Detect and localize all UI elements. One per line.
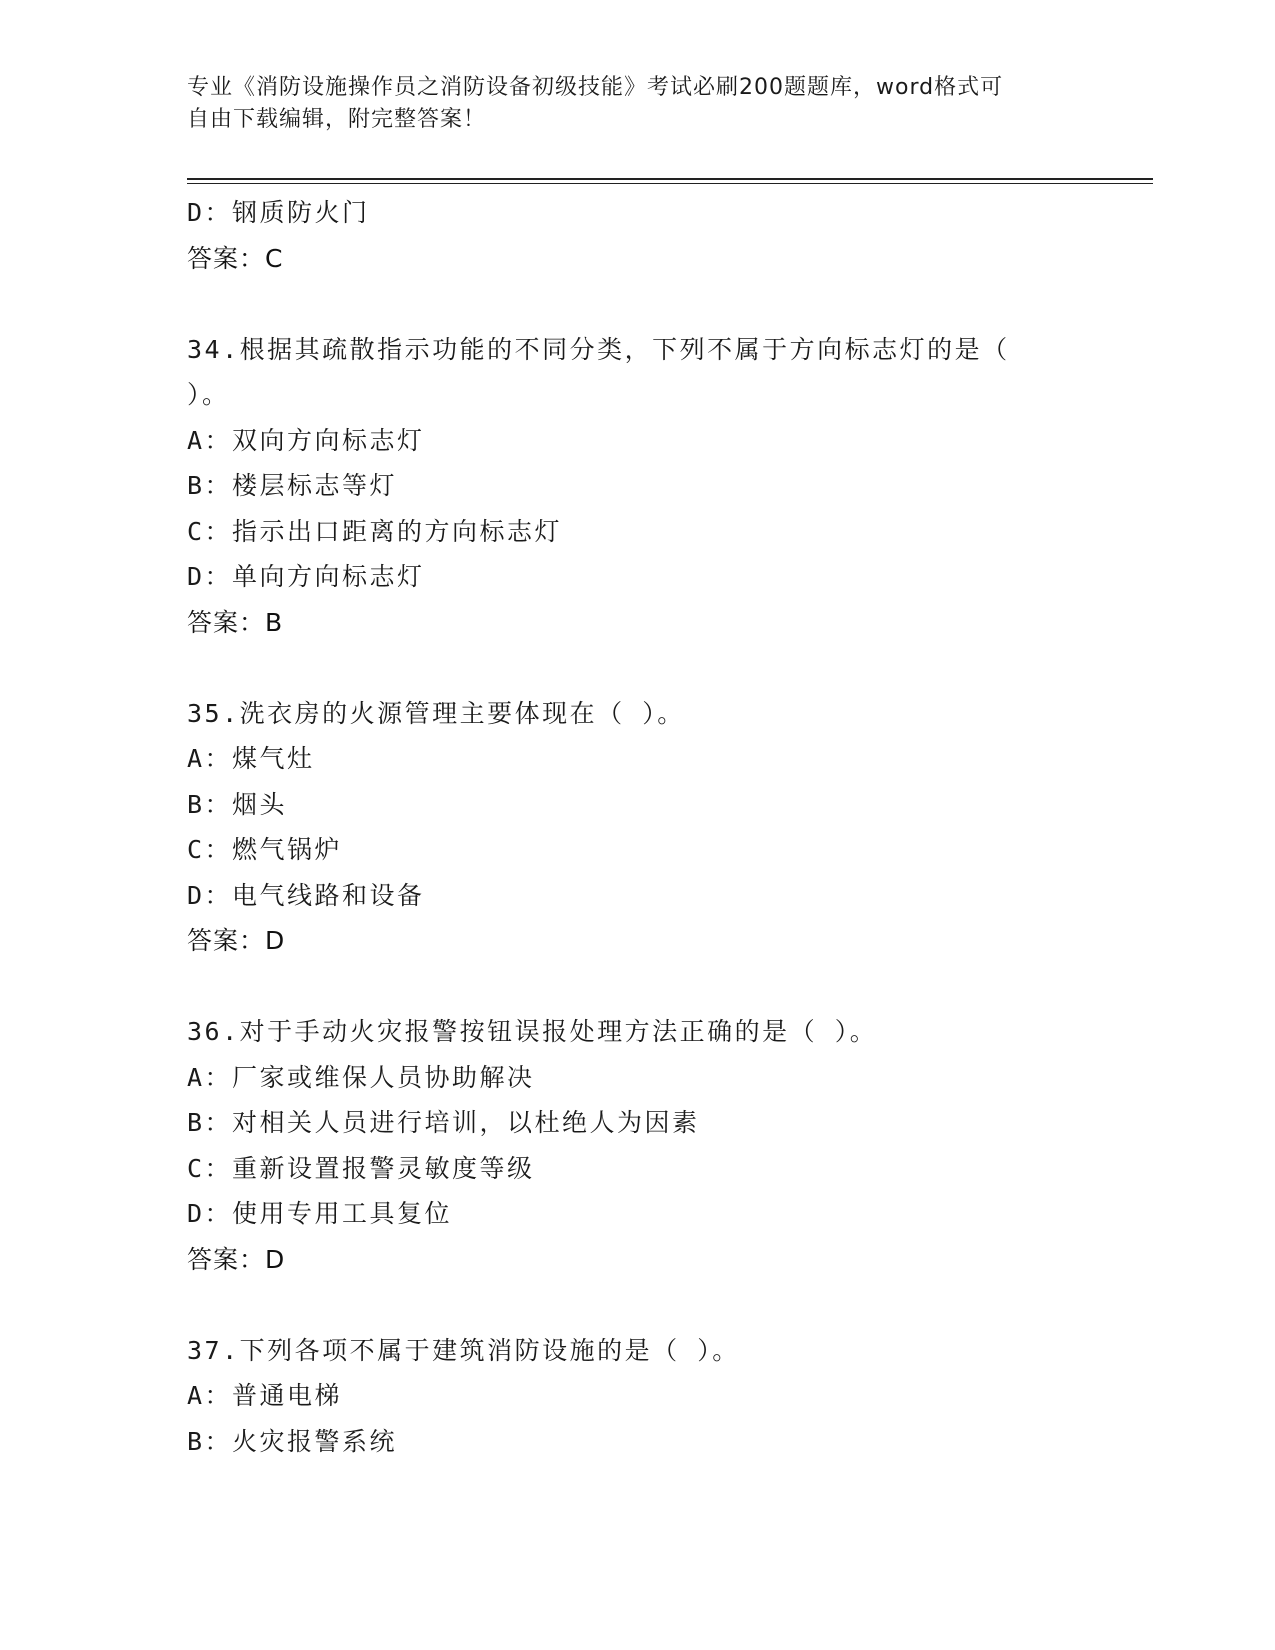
option-d: D：电气线路和设备 xyxy=(187,880,425,910)
answer: 答案：D xyxy=(187,926,286,955)
answer: 答案：D xyxy=(187,1244,286,1274)
question-stem: 34.根据其疏散指示功能的不同分类，下列不属于方向标志灯的是（ xyxy=(187,334,1010,364)
question-stem-cont: ）。 xyxy=(187,380,230,409)
answer: 答案：B xyxy=(187,607,284,637)
question-list xyxy=(187,190,1107,1464)
option-b: B：楼层标志等灯 xyxy=(187,471,398,500)
header-line-2: 自由下载编辑，附完整答案！ xyxy=(187,107,487,132)
prev-option-d: D：钢质防火门 xyxy=(187,198,370,227)
prev-answer: 答案：C xyxy=(187,243,284,273)
option-c: C：指示出口距离的方向标志灯 xyxy=(187,516,563,546)
document-header xyxy=(187,72,1087,136)
question-37 xyxy=(187,1328,1107,1465)
question-stem: 37.下列各项不属于建筑消防设施的是（ ）。 xyxy=(187,1335,740,1365)
option-a: A：普通电梯 xyxy=(187,1381,343,1410)
spacer xyxy=(187,964,1107,1010)
option-c: C：重新设置报警灵敏度等级 xyxy=(187,1153,535,1183)
question-34 xyxy=(187,327,1107,646)
option-d: D：单向方向标志灯 xyxy=(187,562,425,591)
question-36 xyxy=(187,1009,1107,1282)
option-b: B：烟头 xyxy=(187,789,288,819)
option-a: A：煤气灶 xyxy=(187,744,315,773)
header-divider-thick xyxy=(187,178,1153,180)
question-35 xyxy=(187,691,1107,964)
spacer xyxy=(187,1282,1107,1328)
question-stem: 36.对于手动火灾报警按钮误报处理方法正确的是（ ）。 xyxy=(187,1017,878,1046)
option-c: C：燃气锅炉 xyxy=(187,835,343,864)
header-divider-thin xyxy=(187,183,1153,184)
option-a: A：双向方向标志灯 xyxy=(187,425,425,455)
header-line-1: 专业《消防设施操作员之消防设备初级技能》考试必刷200题题库，word格式可 xyxy=(187,75,1004,100)
option-d: D：使用专用工具复位 xyxy=(187,1199,453,1228)
option-a: A：厂家或维保人员协助解决 xyxy=(187,1062,535,1092)
spacer xyxy=(187,281,1107,327)
option-b: B：对相关人员进行培训，以杜绝人为因素 xyxy=(187,1108,700,1137)
spacer xyxy=(187,645,1107,691)
question-stem: 35.洗衣房的火源管理主要体现在（ ）。 xyxy=(187,698,685,728)
option-b: B：火灾报警系统 xyxy=(187,1426,398,1456)
